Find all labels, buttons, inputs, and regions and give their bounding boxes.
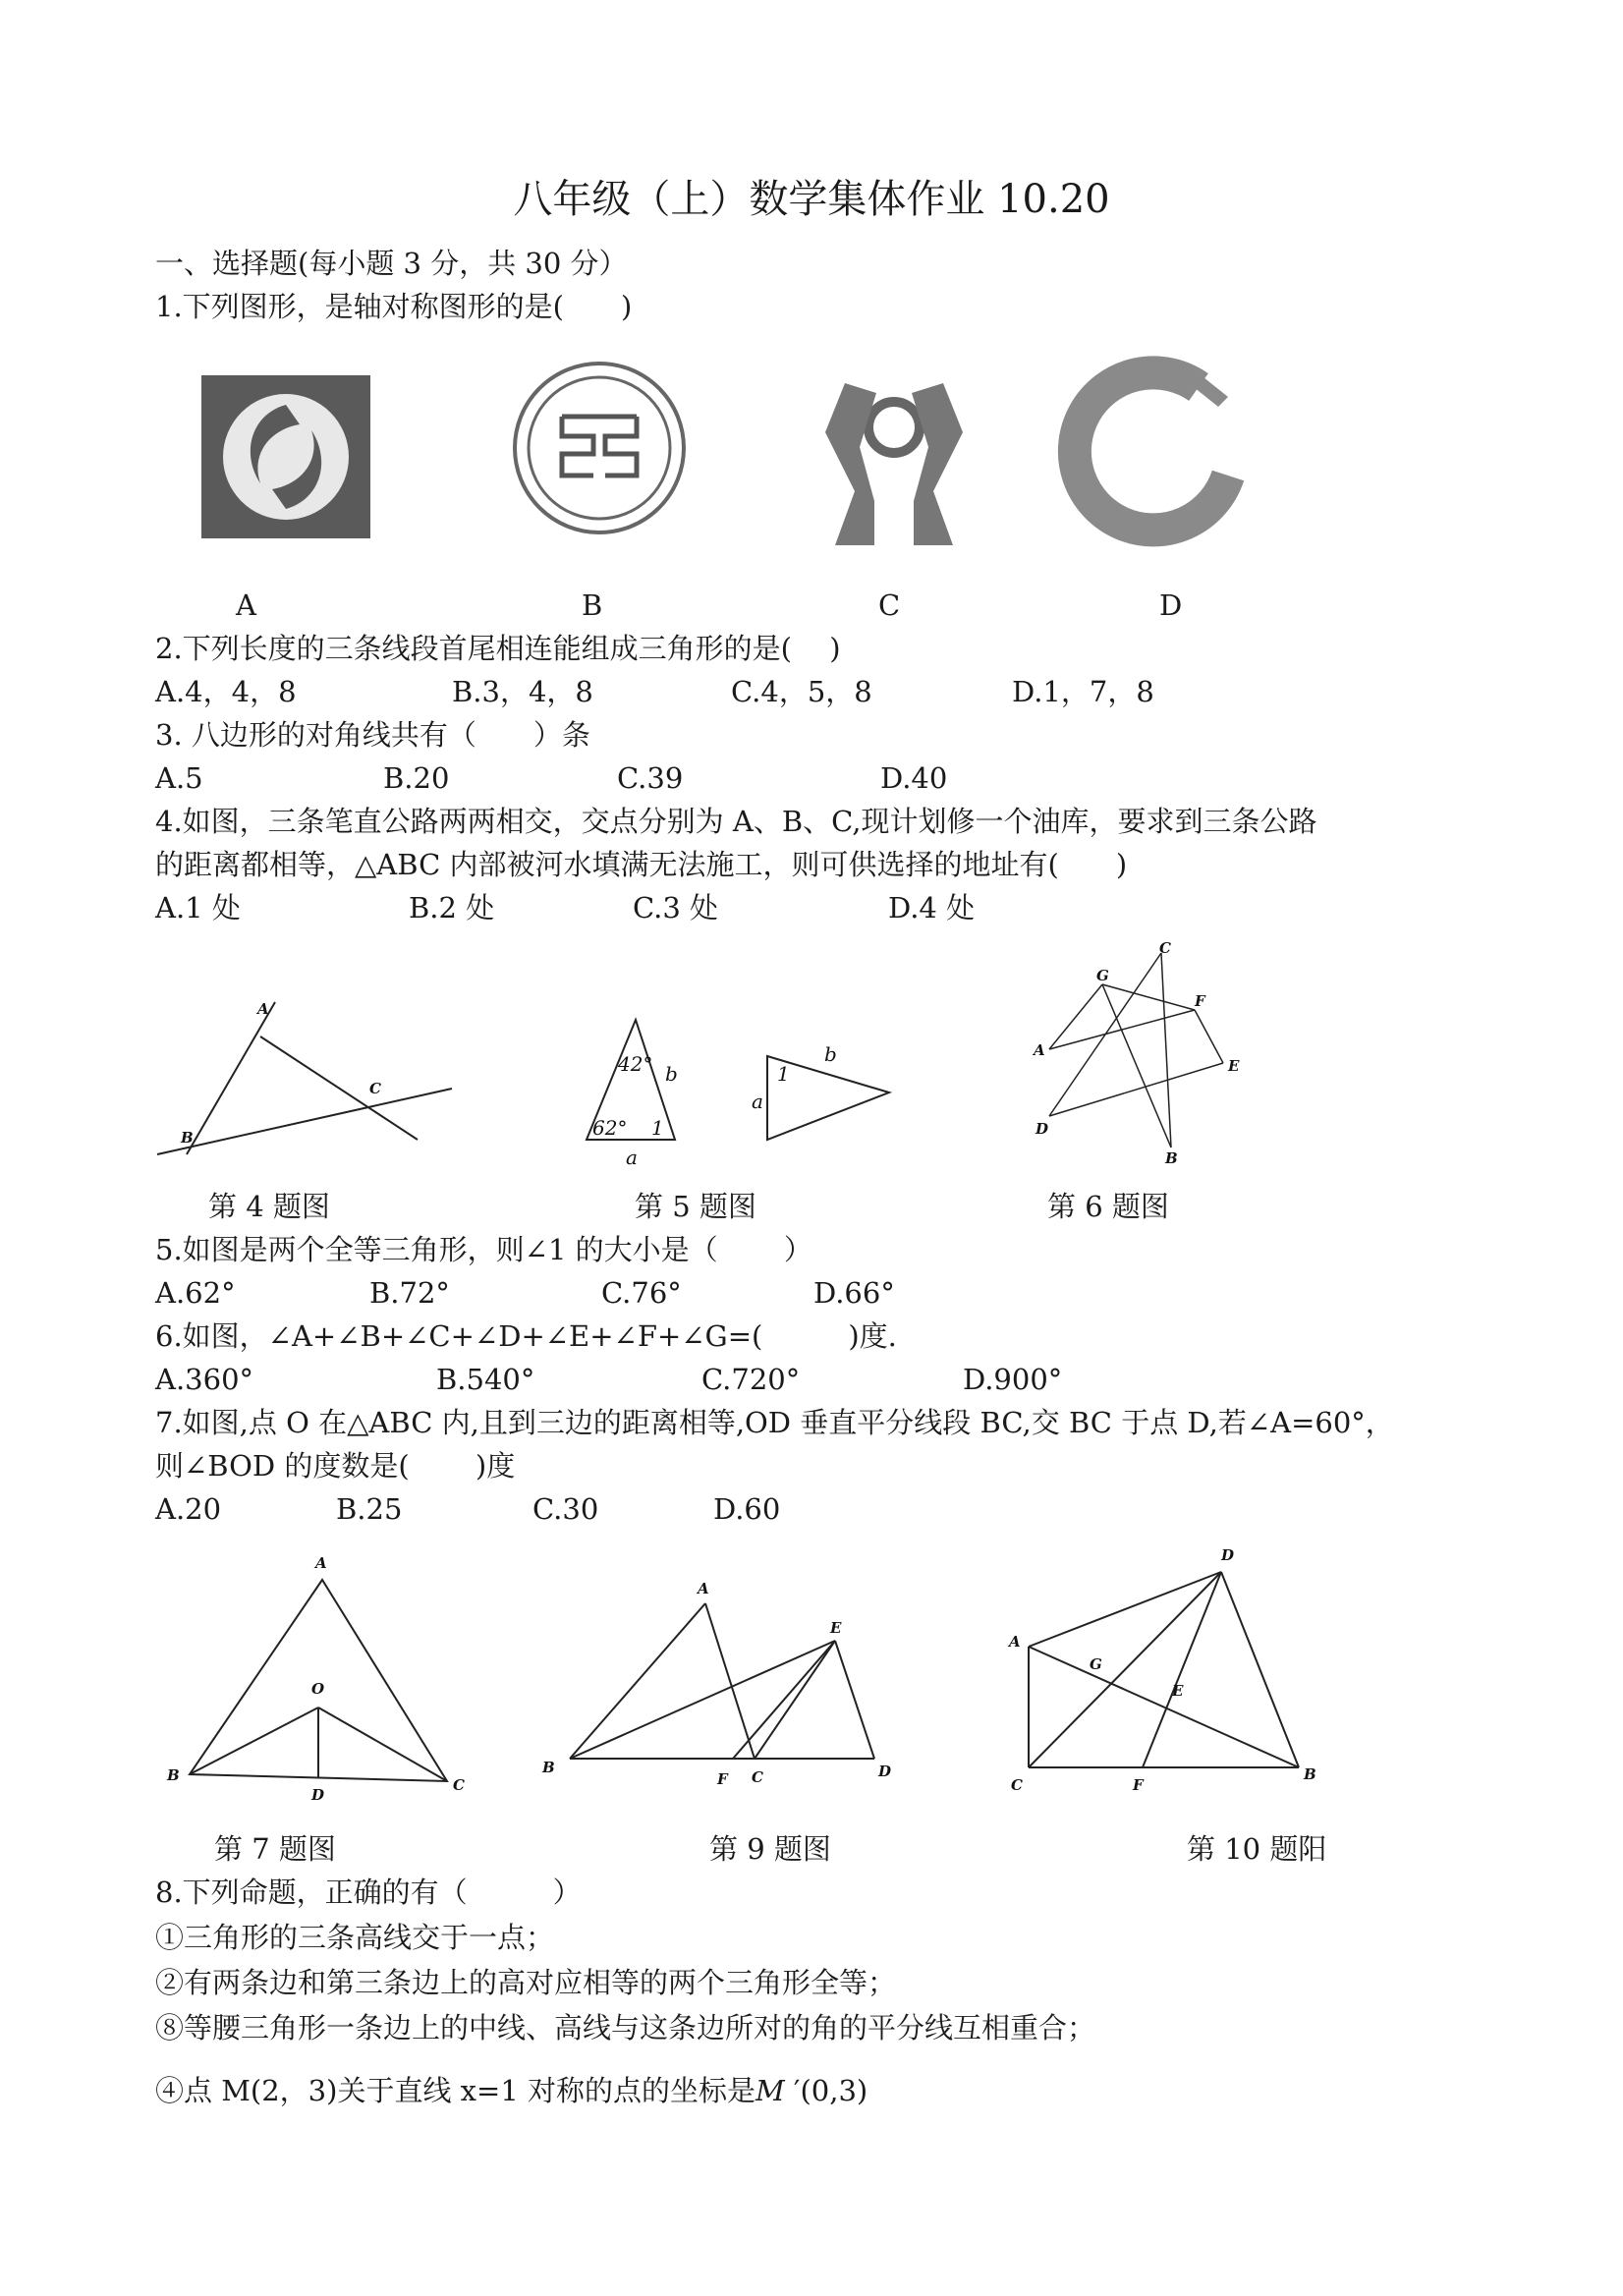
q8-item-3: ⑧等腰三角形一条边上的中线、高线与这条边所对的角的平分线互相重合； [155,2011,1096,2044]
fig6-label-d: D [1035,1120,1049,1138]
q6-option-a: A.360° [155,1363,254,1396]
caption-fig7: 第 7 题图 [214,1832,336,1866]
q1-label-b: B [582,588,603,622]
caption-fig10: 第 10 题阳 [1187,1832,1327,1866]
logo-c-icon [815,373,973,550]
fig7-label-d: D [311,1786,325,1804]
figure-9 [531,1570,904,1801]
fig6-label-g: G [1096,967,1109,984]
fig4-label-b: B [181,1129,194,1147]
fig9-label-c: C [752,1768,763,1786]
fig6-label-e: E [1228,1057,1240,1075]
fig5-angle-62: 62° [592,1116,628,1140]
question-5: 5.如图是两个全等三角形，则∠1 的大小是（ ） [155,1233,812,1266]
fig9-label-d: D [878,1763,892,1780]
q4-option-a: A.1 处 [155,891,241,924]
question-6: 6.如图，∠A+∠B+∠C+∠D+∠E+∠F+∠G=( )度. [155,1319,897,1353]
q4-option-b: B.2 处 [409,891,495,924]
q6-option-d: D.900° [963,1363,1063,1396]
q5-option-b: B.72° [369,1276,450,1310]
page-title: 八年级（上）数学集体作业 10.20 [513,177,1110,222]
caption-fig5: 第 5 题图 [635,1190,756,1223]
q3-option-c: C.39 [617,761,684,795]
q1-label-c: C [878,588,901,622]
fig6-label-a: A [1034,1041,1045,1059]
fig7-label-a: A [315,1554,327,1572]
fig5-angle-1-right: 1 [777,1062,790,1086]
figure-10 [997,1539,1331,1799]
question-3: 3. 八边形的对角线共有（ ）条 [155,718,590,752]
question-4-line2: 的距离都相等，△ABC 内部被河水填满无法施工，则可供选择的地址有( ) [155,848,1128,881]
fig5-side-a-right: a [752,1090,763,1113]
question-8: 8.下列命题，正确的有（ ） [155,1876,582,1909]
fig7-label-o: O [311,1680,325,1698]
logo-d-icon [1071,358,1258,544]
q2-option-b: B.3，4，8 [452,675,593,708]
q4-option-c: C.3 处 [633,891,719,924]
logo-a-icon [201,375,370,538]
q2-option-c: C.4，5，8 [731,675,872,708]
q8-item-4-prefix: ④点 M(2，3)关于直线 x=1 对称的点的坐标是 [155,2074,756,2107]
q8-item-4 [155,2071,867,2110]
q7-option-d: D.60 [713,1492,781,1526]
q7-option-a: A.20 [155,1492,222,1526]
fig5-angle-42: 42° [618,1052,653,1076]
fig7-label-b: B [167,1766,180,1784]
question-2: 2.下列长度的三条线段首尾相连能组成三角形的是( ) [155,632,841,665]
fig5-side-b-right: b [824,1042,837,1066]
fig7-label-c: C [453,1776,465,1794]
q8-item-4-suffix: ′(0,3) [784,2074,868,2107]
logo-b-icon [511,360,688,536]
q2-option-d: D.1，7，8 [1012,675,1154,708]
q3-option-b: B.20 [383,761,450,795]
q4-option-d: D.4 处 [888,891,976,924]
fig10-label-d: D [1221,1546,1235,1564]
fig4-label-c: C [369,1080,381,1097]
fig10-label-g: G [1090,1655,1102,1673]
q3-option-a: A.5 [155,761,203,795]
fig5-side-b-left: b [665,1062,678,1086]
q5-option-a: A.62° [155,1276,236,1310]
fig10-label-c: C [1011,1776,1023,1794]
q2-option-a: A.4，4，8 [155,675,297,708]
fig6-label-b: B [1165,1149,1178,1167]
caption-fig9: 第 9 题图 [709,1832,831,1866]
caption-fig4: 第 4 题图 [208,1190,330,1223]
q5-option-d: D.66° [813,1276,895,1310]
fig10-label-f: F [1133,1776,1144,1794]
q1-label-d: D [1159,588,1183,622]
fig9-label-a: A [698,1580,709,1597]
question-4-line1: 4.如图，三条笔直公路两两相交，交点分别为 A、B、C,现计划修一个油库，要求到三条公路 [155,805,1317,838]
section-heading: 一、选择题(每小题 3 分，共 30 分） [155,247,628,280]
fig9-label-f: F [717,1770,728,1788]
fig9-label-e: E [830,1619,842,1637]
figure-4 [147,992,462,1169]
q6-option-b: B.540° [436,1363,535,1396]
fig10-label-e: E [1172,1682,1184,1700]
question-7-line2: 则∠BOD 的度数是( )度 [155,1449,516,1483]
fig10-label-b: B [1304,1765,1316,1783]
fig10-label-a: A [1009,1633,1021,1651]
figure-5 [575,1012,899,1169]
fig5-angle-1-left: 1 [651,1116,664,1140]
q5-option-c: C.76° [601,1276,682,1310]
question-1: 1.下列图形，是轴对称图形的是( ) [155,290,633,323]
q8-item-2: ②有两条边和第三条边上的高对应相等的两个三角形全等； [155,1966,897,1999]
fig5-side-a-left: a [626,1146,638,1169]
q8-item-4-m: M [755,2074,785,2107]
fig4-label-a: A [257,1000,269,1018]
q1-label-a: A [236,588,256,622]
q7-option-b: B.25 [336,1492,403,1526]
question-7-line1: 7.如图,点 O 在△ABC 内,且到三边的距离相等,OD 垂直平分线段 BC,交 BC 于点 D,若∠A=60°， [155,1406,1394,1439]
caption-fig6: 第 6 题图 [1047,1190,1169,1223]
q7-option-c: C.30 [532,1492,599,1526]
q6-option-c: C.720° [701,1363,801,1396]
figure-7 [162,1548,486,1804]
fig6-label-f: F [1195,992,1205,1010]
fig6-label-c: C [1159,939,1171,957]
fig9-label-b: B [542,1759,555,1776]
q3-option-d: D.40 [880,761,948,795]
q8-item-1: ①三角形的三条高线交于一点； [155,1921,555,1954]
figure-6 [1022,941,1248,1167]
